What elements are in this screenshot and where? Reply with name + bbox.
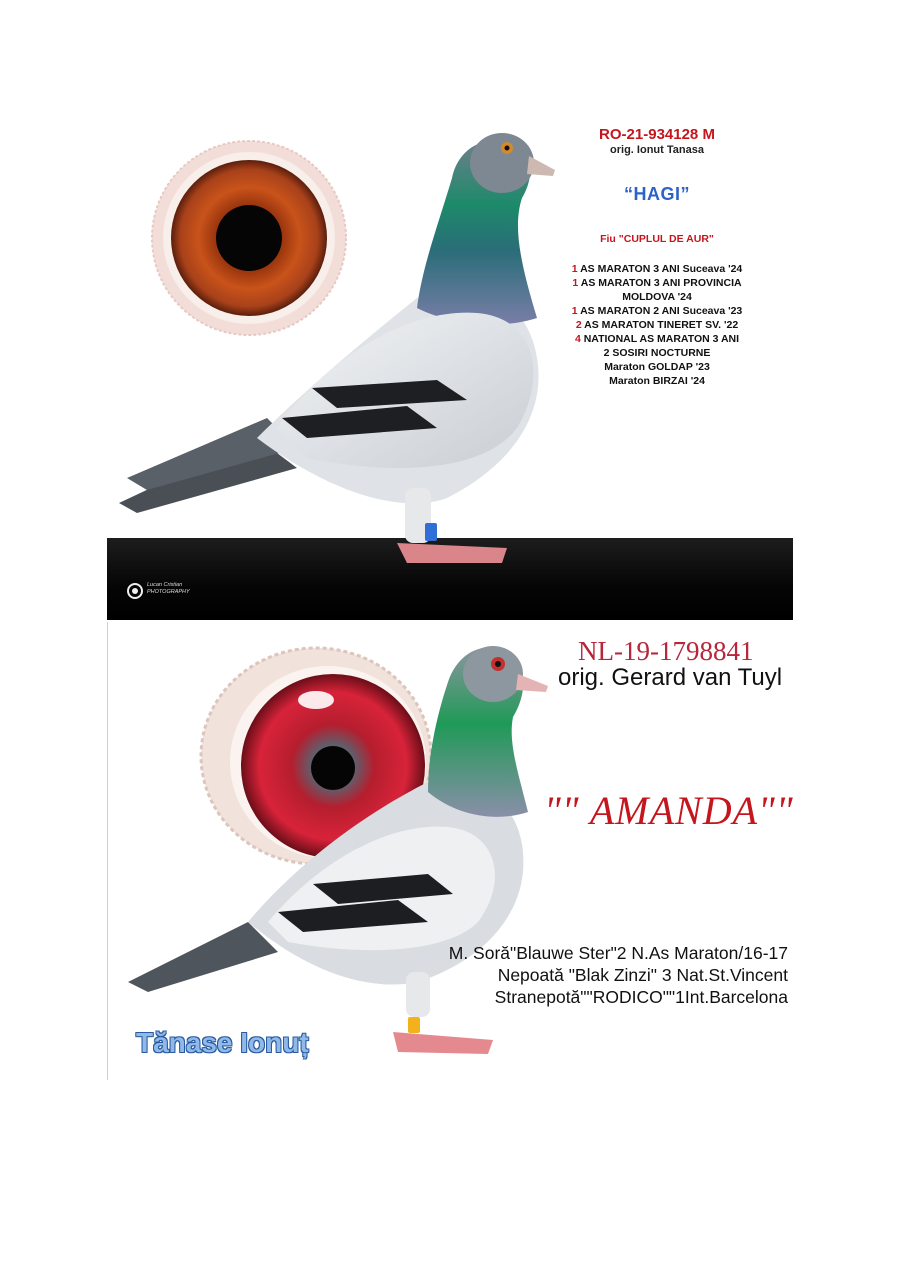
result-rank: 2 xyxy=(575,319,582,331)
result-text: AS MARATON 3 ANI Suceava '24 xyxy=(577,263,743,275)
pigeon-card-hagi xyxy=(107,118,793,620)
result-text: Maraton GOLDAP '23 xyxy=(604,361,710,373)
owner-name: Tănase Ionuț xyxy=(136,1027,309,1058)
parent-text: Fiu "CUPLUL DE AUR" xyxy=(600,233,714,245)
result-line xyxy=(532,332,782,346)
pigeon-photo-hagi xyxy=(107,118,567,588)
pedigree-line: Stranepotă""RODICO""1Int.Barcelona xyxy=(494,987,788,1007)
result-text: AS MARATON 2 ANI Suceava '23 xyxy=(577,305,743,317)
pedigree-info-hagi xyxy=(532,126,782,388)
ring-number: RO-21-934128 M xyxy=(599,126,715,143)
result-text: MOLDOVA '24 xyxy=(622,291,692,303)
result-line xyxy=(532,290,782,304)
logo-text: Lucan Cristian PHOTOGRAPHY xyxy=(147,582,190,595)
result-text: 2 SOSIRI NOCTURNE xyxy=(603,347,711,359)
photographer-logo xyxy=(125,580,195,604)
result-rank: 1 xyxy=(571,263,578,275)
result-text: Maraton BIRZAI '24 xyxy=(609,375,705,387)
ring-number: NL-19-1798841 xyxy=(578,636,754,666)
pedigree-line: M. Soră"Blauwe Ster"2 N.As Maraton/16-17 xyxy=(448,943,788,963)
pedigree-line: Nepoată "Blak Zinzi" 3 Nat.St.Vincent xyxy=(497,965,788,985)
result-line xyxy=(532,318,782,332)
pigeon-name: "" AMANDA"" xyxy=(544,788,794,833)
origin-text: orig. Gerard van Tuyl xyxy=(558,664,783,691)
pedigree-lines xyxy=(446,942,788,1008)
result-text: AS MARATON 3 ANI PROVINCIA xyxy=(578,277,742,289)
result-line xyxy=(532,276,782,290)
result-line xyxy=(532,304,782,318)
result-text: NATIONAL AS MARATON 3 ANI xyxy=(580,333,740,345)
result-text: AS MARATON TINERET SV. '22 xyxy=(581,319,739,331)
result-rank: 1 xyxy=(571,305,578,317)
result-rank: 1 xyxy=(572,277,579,289)
origin-text: orig. Ionut Tanasa xyxy=(610,144,704,156)
results-list xyxy=(532,262,782,388)
result-rank: 4 xyxy=(574,333,581,345)
pigeon-card-amanda xyxy=(107,622,794,1080)
camera-icon xyxy=(125,580,145,600)
result-line xyxy=(532,360,782,374)
result-line xyxy=(532,346,782,360)
result-line xyxy=(532,374,782,388)
pigeon-name: “HAGI” xyxy=(624,184,690,204)
result-line xyxy=(532,262,782,276)
